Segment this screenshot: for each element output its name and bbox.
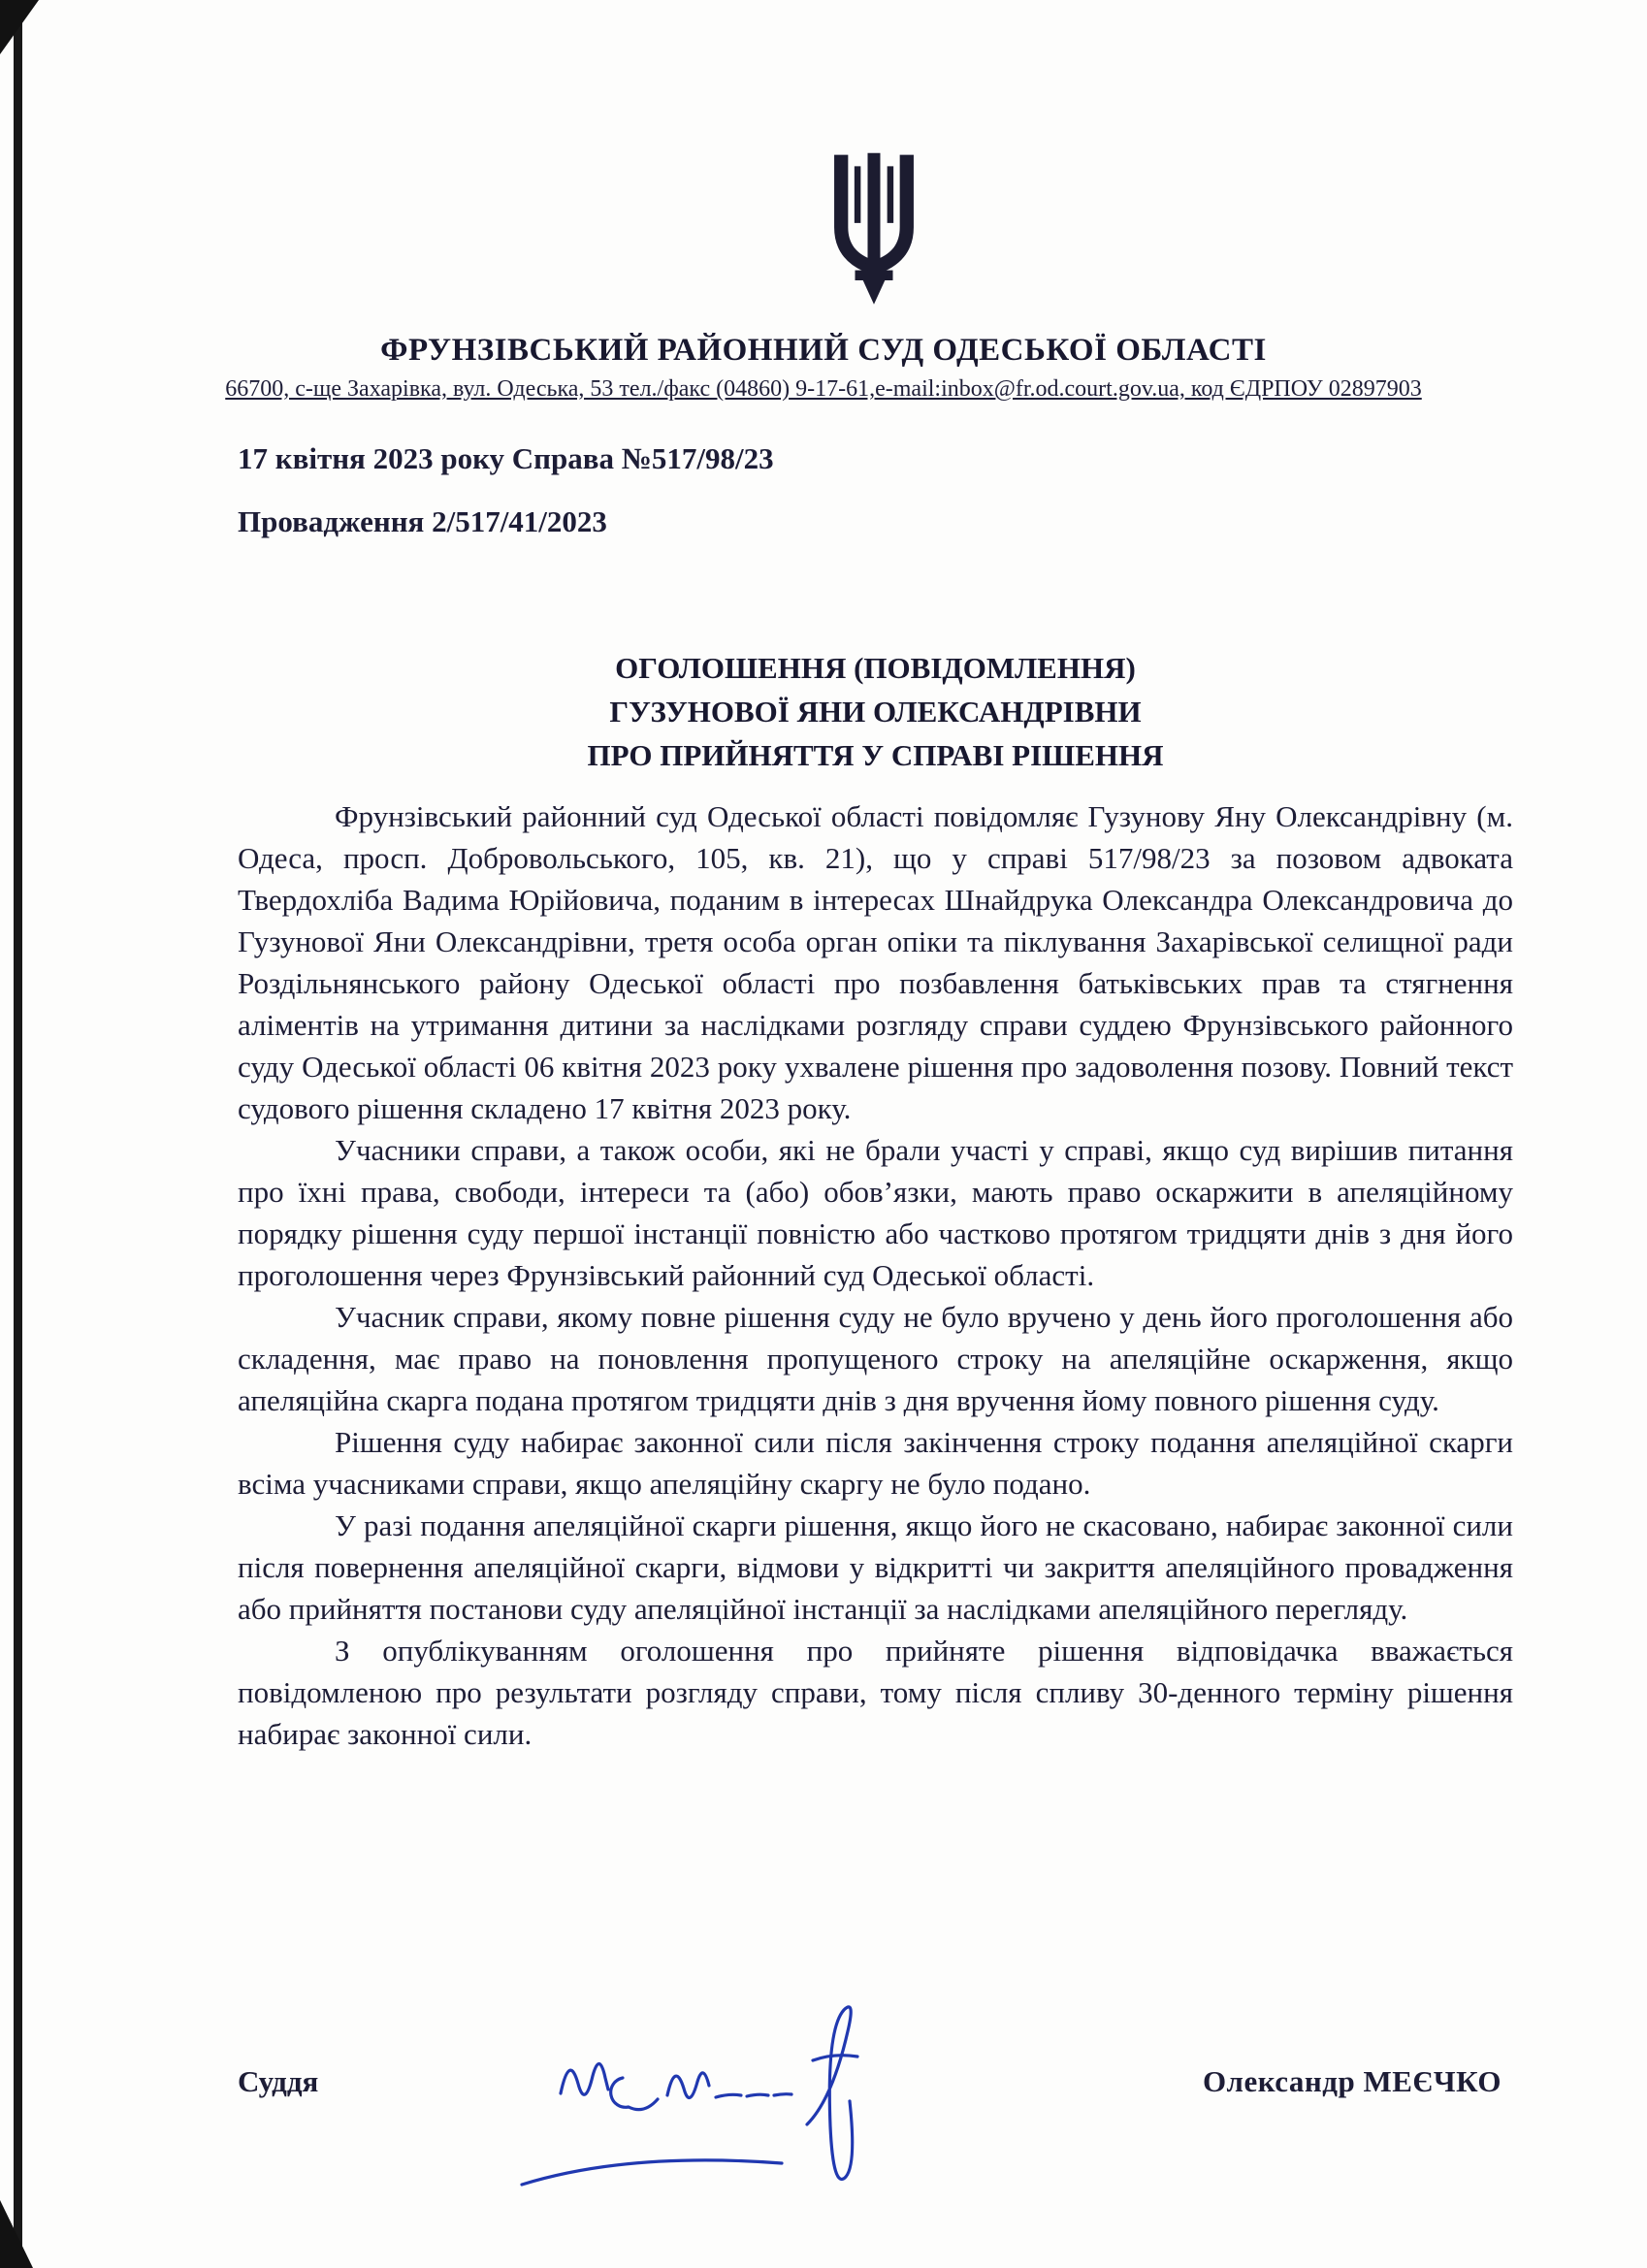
- body-paragraph-2: Учасники справи, а також особи, які не брали участі у справі, якщо суд вирішив питання про їхні права, свободи, інтереси та (або) обов’язки, мають право оскаржити в апеляційному порядку рішення суду першої інстанції повністю або частково протягом тридцяти днів з дня його проголошення через Фрунзівський районний суд Одеської області.: [238, 1133, 1513, 1292]
- judge-role-label: Суддя: [238, 2064, 319, 2098]
- judge-handwritten-signature: [504, 1979, 970, 2221]
- body-paragraph-6: З опублікуванням оголошення про прийняте рішення відповідачка вважається повідомленою про результати розгляду справи, тому після спливу 30-денного терміну рішення набирає законної сили.: [238, 1634, 1513, 1751]
- ukraine-trident-emblem-icon: [824, 151, 924, 308]
- scan-left-edge-artifact: [14, 0, 22, 2268]
- document-title-line-2: ГУЗУНОВОЇ ЯНИ ОЛЕКСАНДРІВНИ: [609, 695, 1142, 729]
- court-name: ФРУНЗІВСЬКИЙ РАЙОННИЙ СУД ОДЕСЬКОЇ ОБЛАСТІ: [380, 333, 1267, 368]
- court-address-text: 66700, с-ще Захарівка, вул. Одеська, 53 тел./факс (04860) 9-17-61,e-mail:inbox@fr.od.court.gov.ua, код ЄДРПОУ 02897903: [225, 376, 1422, 402]
- court-address-line: [87, 376, 1560, 403]
- document-body: [238, 795, 1513, 1755]
- body-paragraph-4: Рішення суду набирає законної сили після закінчення строку подання апеляційної скарги всіма учасниками справи, якщо апеляційну скаргу не було подано.: [238, 1425, 1513, 1501]
- document-title: [238, 646, 1513, 777]
- body-paragraph-3: Учасник справи, якому повне рішення суду не було вручено у день його проголошення або складення, має право на поновлення пропущеного строку на апеляційне оскарження, якщо апеляційна скарга подана протягом тридцяти днів з дня вручення йому повного рішення суду.: [238, 1300, 1513, 1417]
- body-paragraph-1: Фрунзівський районний суд Одеської області повідомляє Гузунову Яну Олександрівну (м. Одеса, просп. Добровольського, 105, кв. 21), що у справі 517/98/23 за позовом адвоката Твердохліба Вадима Юрійовича, поданим в інтересах Шнайдрука Олександра Олександровича до Гузунової Яни Олександрівни, третя особа орган опіки та піклування Захарівської селищної ради Роздільнянського району Одеської області про позбавлення батьківських прав та стягнення аліментів на утримання дитини за наслідками розгляду справи суддею Фрунзівського районного суду Одеської області 06 квітня 2023 року ухвалене рішення про задоволення позову. Повний текст судового рішення складено 17 квітня 2023 року.: [238, 799, 1513, 1125]
- document-title-line-1: ОГОЛОШЕННЯ (ПОВІДОМЛЕННЯ): [615, 651, 1136, 685]
- judge-name: Олександр МЕЄЧКО: [1202, 2064, 1502, 2098]
- date-and-case-number: 17 квітня 2023 року Справа №517/98/23: [238, 441, 774, 475]
- body-paragraph-5: У разі подання апеляційної скарги рішення, якщо його не скасовано, набирає законної сили після повернення апеляційної скарги, відмови у відкритті чи закриття апеляційного провадження або прийняття постанови суду апеляційної інстанції за наслідками апеляційного перегляду.: [238, 1508, 1513, 1626]
- document-title-line-3: ПРО ПРИЙНЯТТЯ У СПРАВІ РІШЕННЯ: [587, 738, 1164, 772]
- proceeding-number: Провадження 2/517/41/2023: [238, 504, 607, 538]
